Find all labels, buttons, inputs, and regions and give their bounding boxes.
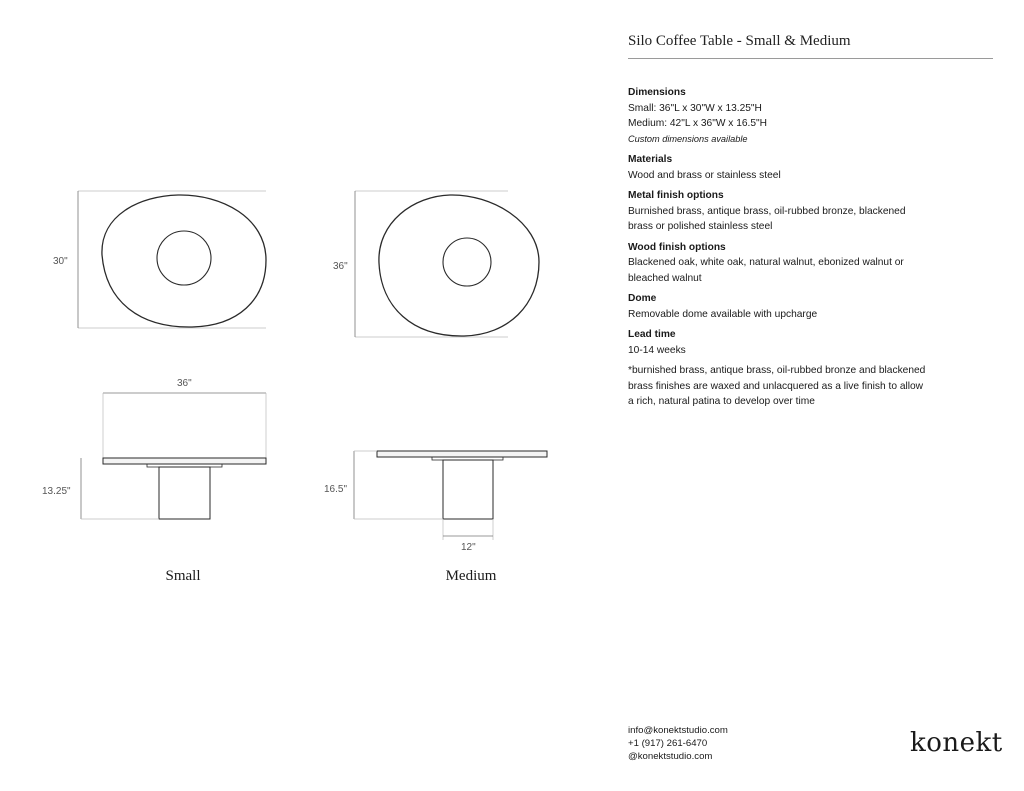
page-title: Silo Coffee Table - Small & Medium [628,33,851,49]
spec-list [628,85,928,410]
medium-caption: Medium [445,568,497,584]
title-divider [628,58,993,59]
spec-heading: Dome [628,293,657,304]
spec-dimensions-small: Small: 36"L x 30"W x 13.25"H [628,102,762,114]
technical-drawings [0,0,600,600]
small-top-view [53,191,266,328]
spec-text: Removable dome available with upcharge [628,308,818,320]
spec-heading: Dimensions [628,87,686,98]
spec-lead-time [628,327,928,358]
small-caption: Small [165,568,201,584]
tabletop-profile [103,458,266,464]
finish-footnote: *burnished brass, antique brass, oil-rubbed bronze and blackened brass finishes are waxed and unlacquered as a live finish to allow a rich, natural patina to develop over time [628,365,926,407]
spec-heading: Materials [628,154,673,165]
contact-info [628,724,728,763]
contact-handle[interactable]: @konektstudio.com [628,751,713,762]
base-profile [443,460,493,519]
spec-dimensions-note: Custom dimensions available [628,133,748,144]
tabletop-profile [377,451,547,457]
small-height-label: 13.25" [42,486,71,497]
medium-base-label: 12" [461,542,476,553]
contact-email[interactable]: info@konektstudio.com [628,725,728,736]
medium-height-label: 16.5" [324,484,348,495]
spec-text: 10-14 weeks [628,344,686,356]
spec-text: Blackened oak, white oak, natural walnut, ebonized walnut or bleached walnut [628,257,904,284]
spec-dimensions-medium: Medium: 42"L x 36"W x 16.5"H [628,118,768,129]
small-side-view [42,378,266,519]
spec-heading: Wood finish options [628,241,726,253]
medium-depth-label: 36" [333,261,348,272]
small-depth-label: 30" [53,256,68,267]
brand-logo: konekt [910,728,1003,758]
spec-dimensions [628,85,928,147]
base-profile [159,467,210,519]
spec-text: Wood and brass or stainless steel [628,169,781,181]
spec-dome [628,291,928,322]
dome-outline [443,238,491,286]
medium-side-view [324,451,547,553]
medium-top-view [333,191,539,337]
spec-text: Burnished brass, antique brass, oil-rubbed bronze, blackened brass or polished stainless steel [628,205,906,232]
tabletop-outline [379,195,539,336]
spec-materials [628,152,928,183]
spec-heading: Lead time [628,329,676,340]
contact-phone[interactable]: +1 (917) 261-6470 [628,738,708,749]
spec-wood-finish [628,240,928,287]
spec-heading: Metal finish options [628,190,724,201]
small-length-label: 36" [177,378,192,389]
spec-metal-finish [628,188,928,235]
tabletop-outline [102,195,266,327]
dome-outline [157,231,211,285]
